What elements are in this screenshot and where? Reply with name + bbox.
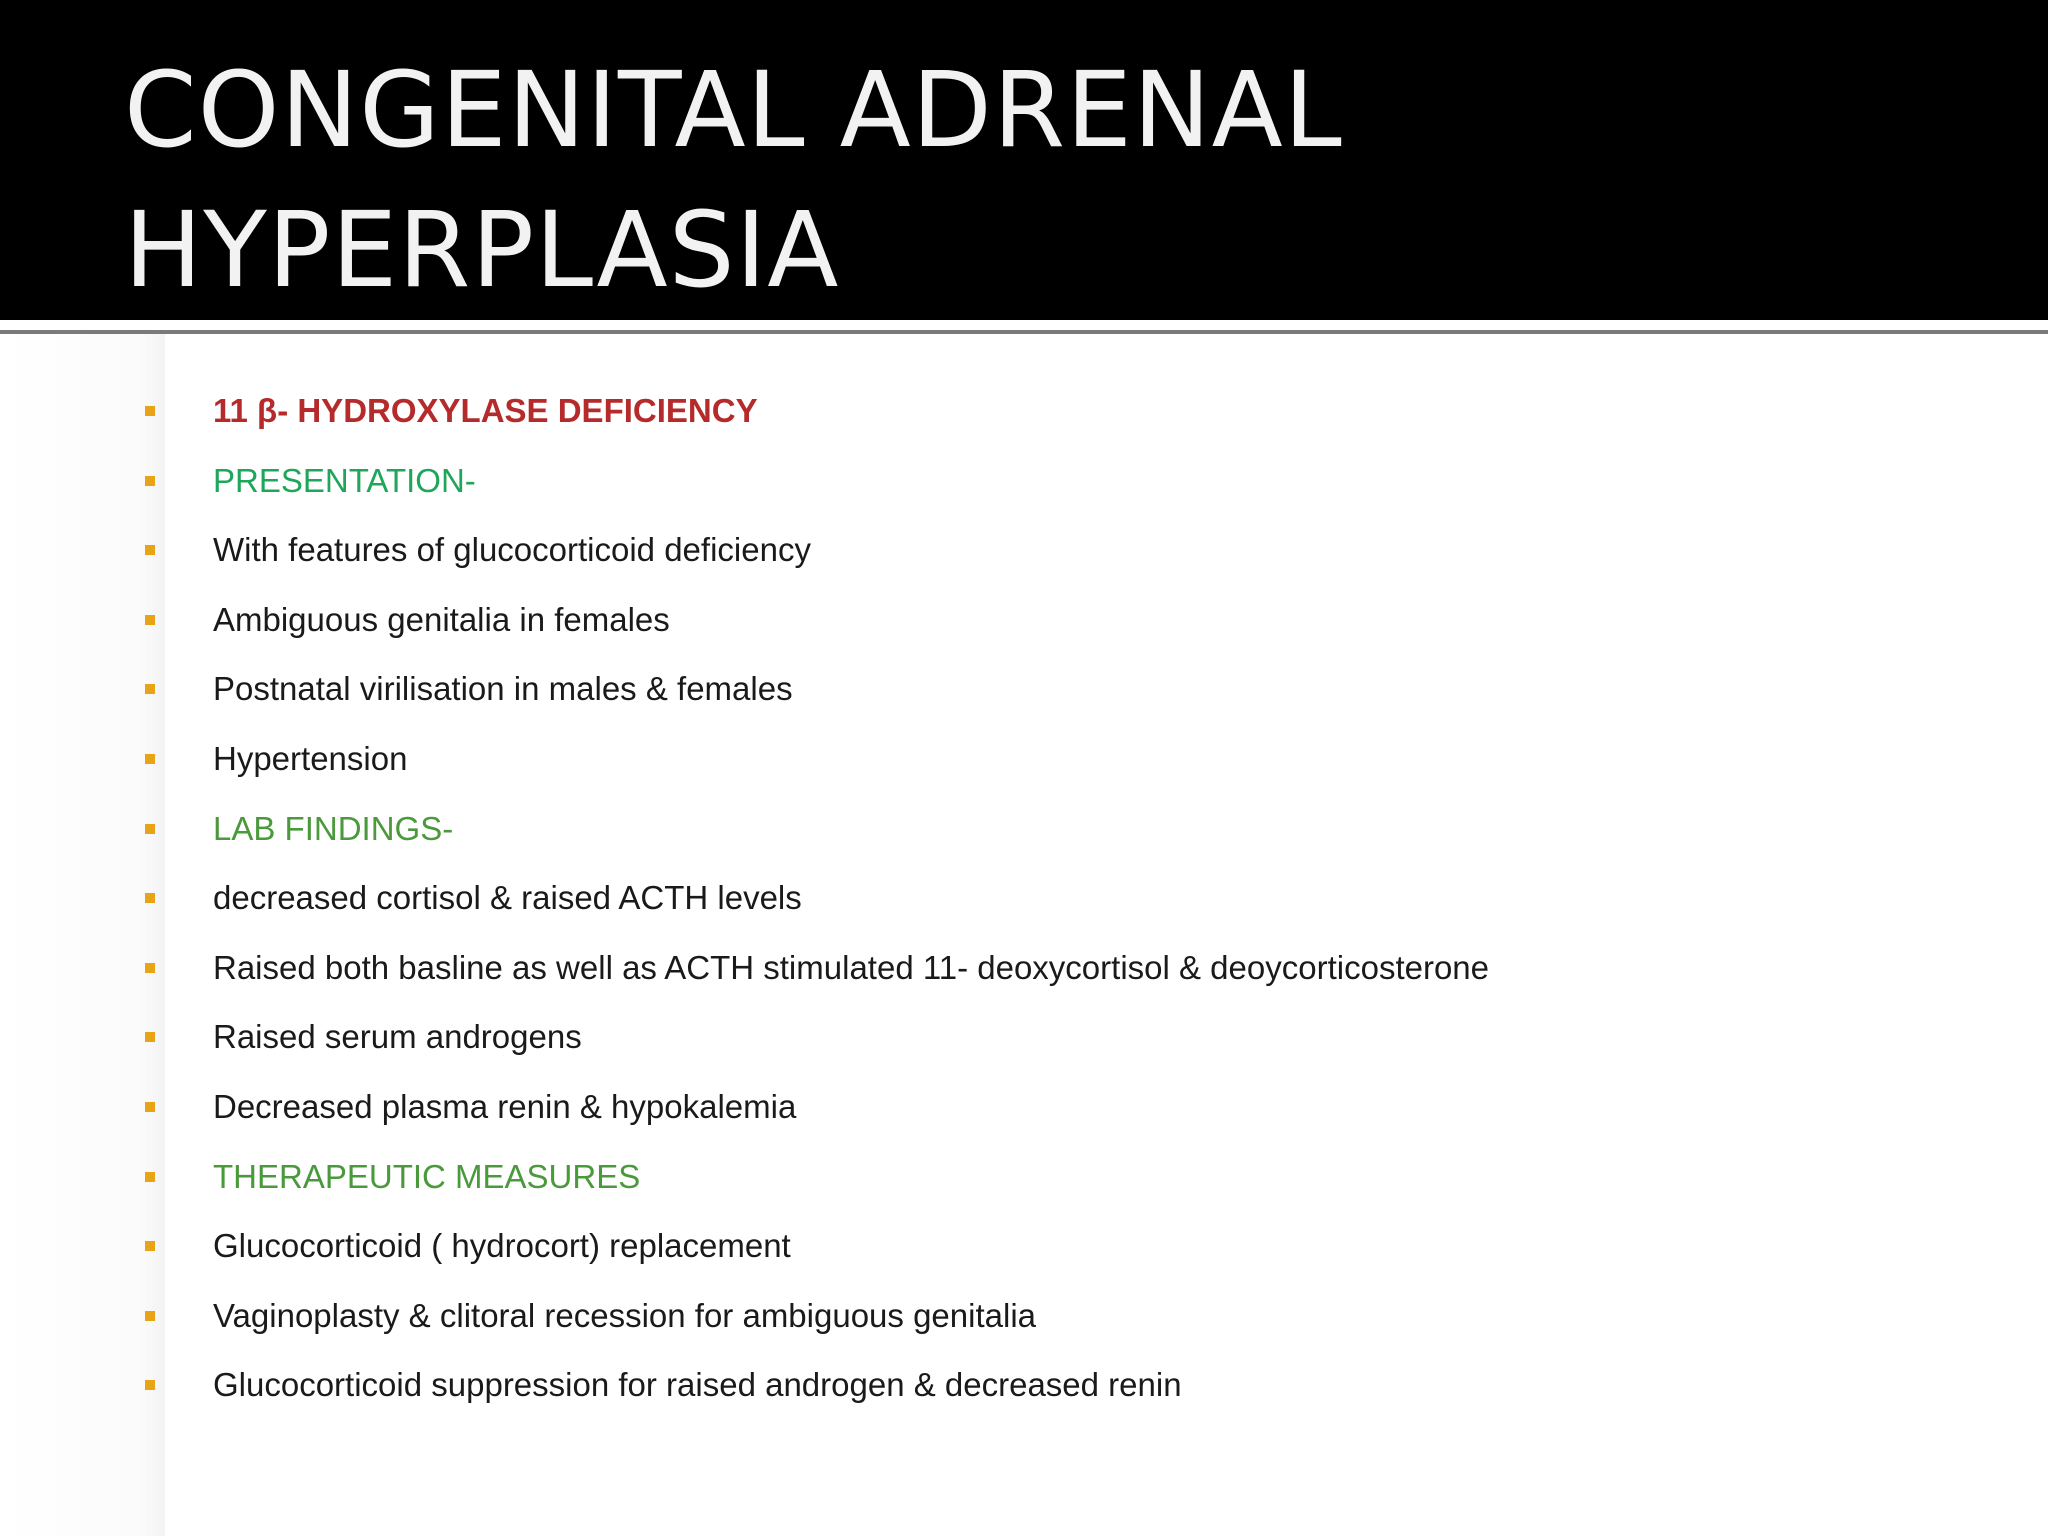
bullet-text: Raised serum androgens [213, 1018, 582, 1056]
bullet-text: With features of glucocorticoid deficiency [213, 531, 811, 569]
bullet-text: Ambiguous genitalia in females [213, 600, 670, 638]
bullet-text: PRESENTATION- [213, 461, 476, 499]
square-bullet-icon [145, 406, 155, 416]
bullet-text: Vaginoplasty & clitoral recession for ambiguous genitalia [213, 1296, 1037, 1334]
title-bar [0, 0, 2048, 320]
bullet-item [0, 515, 2048, 585]
square-bullet-icon [145, 893, 155, 903]
bullet-text: Decreased plasma renin & hypokalemia [213, 1087, 797, 1125]
bullet-item [0, 654, 2048, 724]
bullet-text: Raised both basline as well as ACTH stimulated 11- deoxycortisol & deoycorticosterone [213, 948, 1490, 986]
bullet-item [0, 933, 2048, 1003]
bullet-item-section-presentation [0, 446, 2048, 516]
square-bullet-icon [145, 615, 155, 625]
square-bullet-icon [145, 1172, 155, 1182]
square-bullet-icon [145, 684, 155, 694]
bullet-item-section-lab-findings [0, 794, 2048, 864]
square-bullet-icon [145, 824, 155, 834]
bullet-text: Hypertension [213, 739, 408, 777]
bullet-item [0, 724, 2048, 794]
title-divider-white [0, 320, 2048, 327]
square-bullet-icon [145, 1102, 155, 1112]
bullet-list [0, 376, 2048, 1420]
square-bullet-icon [145, 963, 155, 973]
bullet-item [0, 1211, 2048, 1281]
square-bullet-icon [145, 1241, 155, 1251]
square-bullet-icon [145, 476, 155, 486]
bullet-item [0, 1072, 2048, 1142]
slide-title-line-1: CONGENITAL ADRENAL [124, 54, 1343, 171]
bullet-text: Glucocorticoid suppression for raised androgen & decreased renin [213, 1366, 1182, 1404]
bullet-item [0, 585, 2048, 655]
bullet-text: Glucocorticoid ( hydrocort) replacement [213, 1227, 791, 1265]
bullet-text: decreased cortisol & raised ACTH levels [213, 879, 802, 917]
square-bullet-icon [145, 754, 155, 764]
bullet-item-heading [0, 376, 2048, 446]
bullet-item [0, 1002, 2048, 1072]
slide-title [124, 54, 1424, 304]
bullet-item-section-therapeutic-measures [0, 1142, 2048, 1212]
bullet-text: Postnatal virilisation in males & females [213, 670, 793, 708]
square-bullet-icon [145, 1311, 155, 1321]
bullet-item [0, 863, 2048, 933]
bullet-item [0, 1281, 2048, 1351]
bullet-text: 11 β- HYDROXYLASE DEFICIENCY [213, 392, 758, 429]
square-bullet-icon [145, 1380, 155, 1390]
square-bullet-icon [145, 545, 155, 555]
bullet-text: THERAPEUTIC MEASURES [213, 1157, 641, 1195]
slide-title-line-2: HYPERPLASIA [124, 189, 840, 304]
bullet-text: LAB FINDINGS- [213, 809, 454, 847]
square-bullet-icon [145, 1032, 155, 1042]
bullet-item [0, 1350, 2048, 1420]
title-divider-gray [0, 330, 2048, 334]
